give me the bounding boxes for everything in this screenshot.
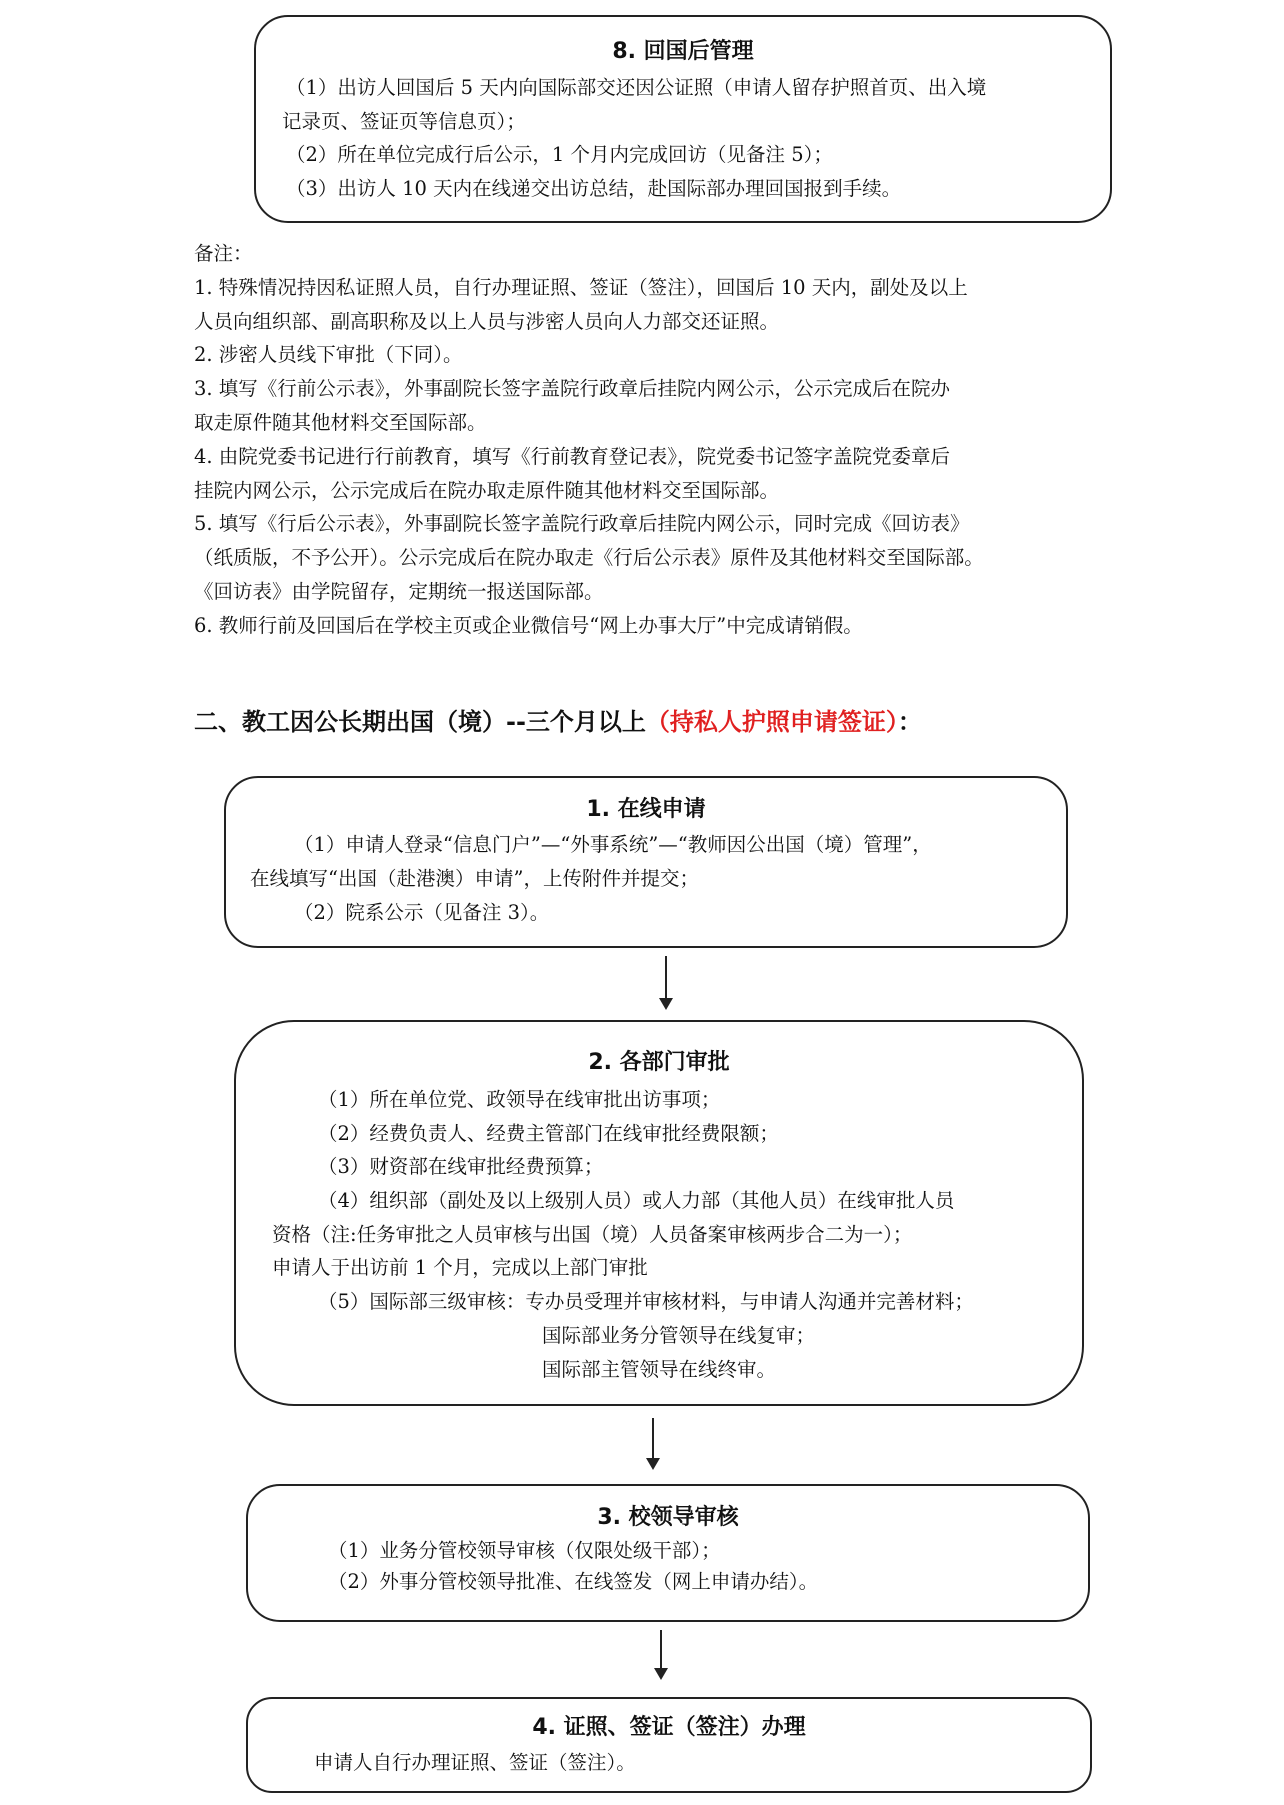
step-1-line: （1）申请人登录“信息门户”—“外事系统”—“教师因公出国（境）管理”， bbox=[294, 833, 932, 856]
step-2-line: （2）经费负责人、经费主管部门在线审批经费限额； bbox=[318, 1122, 779, 1145]
step-8-line: （1）出访人回国后 5 天内向国际部交还因公证照（申请人留存护照首页、出入境 bbox=[286, 76, 987, 99]
flow-arrow bbox=[665, 956, 667, 1000]
section-heading-colon: ： bbox=[897, 708, 922, 736]
step-2-line: 申请人于出访前 1 个月，完成以上部门审批 bbox=[272, 1256, 648, 1279]
step-8-title: 8. 回国后管理 bbox=[612, 39, 754, 64]
section-heading-highlight: （持私人护照申请签证） bbox=[645, 708, 898, 736]
section-heading bbox=[194, 702, 922, 737]
note-line: 《回访表》由学院留存，定期统一报送国际部。 bbox=[194, 579, 604, 603]
step-1-title: 1. 在线申请 bbox=[586, 797, 706, 822]
step-8-line: 记录页、签证页等信息页）； bbox=[282, 110, 526, 133]
step-4-title: 4. 证照、签证（签注）办理 bbox=[532, 1715, 806, 1740]
step-8-line: （2）所在单位完成行后公示，1 个月内完成回访（见备注 5）； bbox=[286, 143, 833, 166]
step-2-box bbox=[234, 1020, 1084, 1406]
note-line: 1. 特殊情况持因私证照人员，自行办理证照、签证（签注），回国后 10 天内，副处及以上 bbox=[194, 275, 968, 299]
step-2-title: 2. 各部门审批 bbox=[588, 1050, 730, 1075]
step-3-title: 3. 校领导审核 bbox=[597, 1505, 739, 1530]
step-1-line: （2）院系公示（见备注 3）。 bbox=[294, 901, 550, 924]
step-8-box bbox=[254, 15, 1112, 223]
note-line: 人员向组织部、副高职称及以上人员与涉密人员向人力部交还证照。 bbox=[194, 309, 780, 333]
step-2-line: 国际部主管领导在线终审。 bbox=[542, 1358, 777, 1381]
step-2-line: （4）组织部（副处及以上级别人员）或人力部（其他人员）在线审批人员 bbox=[318, 1189, 955, 1212]
step-2-line: 国际部业务分管领导在线复审； bbox=[542, 1324, 816, 1347]
notes-section bbox=[194, 237, 1094, 643]
section-heading-text: 二、教工因公长期出国（境）--三个月以上 bbox=[194, 708, 646, 736]
step-3-line: （2）外事分管校领导批准、在线签发（网上申请办结）。 bbox=[328, 1570, 819, 1593]
flow-arrow bbox=[652, 1418, 654, 1460]
note-line: 4. 由院党委书记进行行前教育，填写《行前教育登记表》，院党委书记签字盖院党委章后 bbox=[194, 444, 951, 468]
note-line: （纸质版，不予公开）。公示完成后在院办取走《行后公示表》原件及其他材料交至国际部。 bbox=[194, 546, 984, 570]
note-line: 挂院内网公示，公示完成后在院办取走原件随其他材料交至国际部。 bbox=[194, 478, 780, 502]
step-4-box bbox=[246, 1697, 1092, 1793]
step-3-line: （1）业务分管校领导审核（仅限处级干部）； bbox=[328, 1539, 721, 1562]
note-line: 2. 涉密人员线下审批（下同）。 bbox=[194, 343, 463, 367]
flow-arrow bbox=[660, 1630, 662, 1670]
step-3-box bbox=[246, 1484, 1090, 1622]
step-2-line: （3）财资部在线审批经费预算； bbox=[318, 1155, 604, 1178]
step-2-line: 资格（注:任务审批之人员审核与出国（境）人员备案审核两步合二为一）； bbox=[272, 1223, 913, 1246]
step-1-line: 在线填写“出国（赴港澳）申请”，上传附件并提交； bbox=[250, 867, 699, 890]
step-2-line: （1）所在单位党、政领导在线审批出访事项； bbox=[318, 1088, 721, 1111]
step-4-line: 申请人自行办理证照、签证（签注）。 bbox=[314, 1751, 636, 1774]
notes-label: 备注： bbox=[194, 242, 253, 265]
step-8-line: （3）出访人 10 天内在线递交出访总结，赴国际部办理回国报到手续。 bbox=[286, 177, 902, 200]
note-line: 5. 填写《行后公示表》，外事副院长签字盖院行政章后挂院内网公示，同时完成《回访表》 bbox=[194, 512, 970, 536]
note-line: 6. 教师行前及回国后在学校主页或企业微信号“网上办事大厅”中完成请销假。 bbox=[194, 613, 863, 637]
note-line: 取走原件随其他材料交至国际部。 bbox=[194, 410, 487, 434]
note-line: 3. 填写《行前公示表》，外事副院长签字盖院行政章后挂院内网公示，公示完成后在院办 bbox=[194, 377, 951, 401]
step-1-box bbox=[224, 776, 1068, 948]
step-2-line: （5）国际部三级审核：专办员受理并审核材料，与申请人沟通并完善材料； bbox=[318, 1290, 974, 1313]
